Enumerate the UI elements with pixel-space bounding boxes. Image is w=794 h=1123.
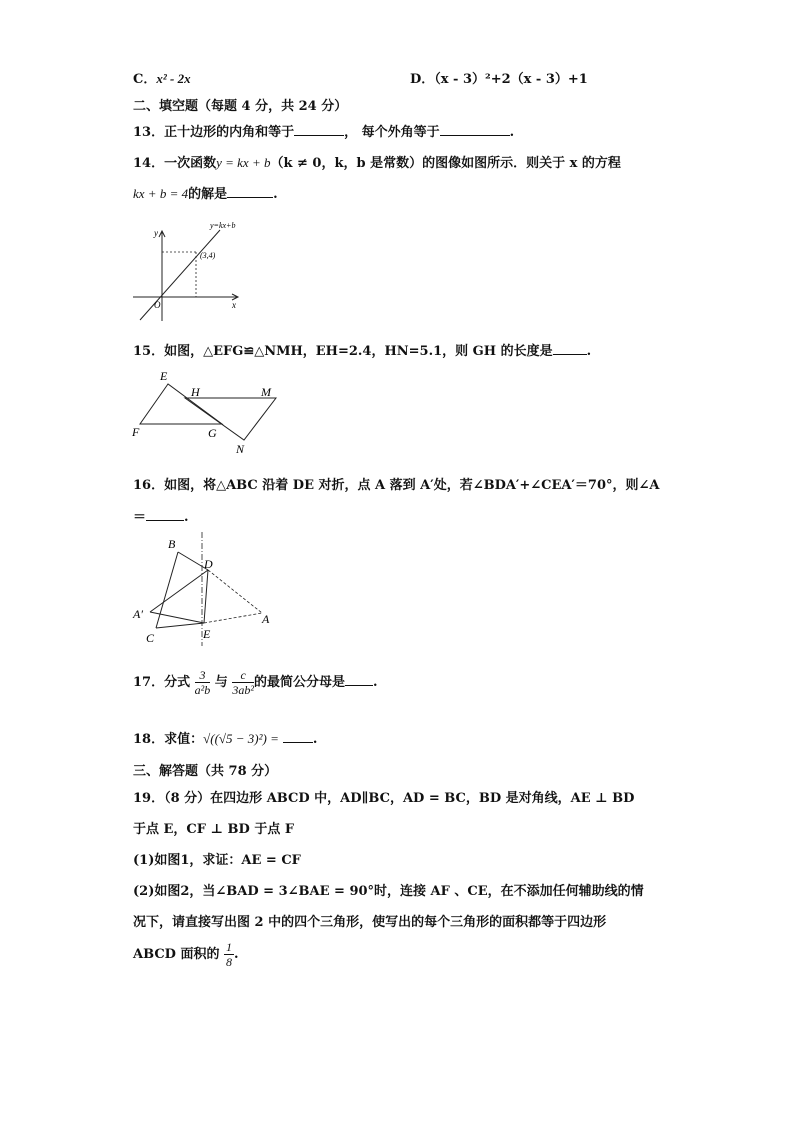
q18-end: . xyxy=(312,732,318,747)
q19-part2b: 况下，请直接写出图 2 中的四个三角形，使写出的每个三角形的面积都等于四边形 xyxy=(133,915,607,930)
question-15 xyxy=(133,340,591,359)
option-d xyxy=(410,68,588,87)
q15-text: 如图，△EFG≌△NMH，EH=2.4，HN=5.1，则 GH 的长度是 xyxy=(164,344,553,359)
q17-fraction-2 xyxy=(232,668,254,697)
q19-part2: (2)如图2，当∠BAD = 3∠BAE = 90°时，连接 AF 、CE，在不添加任何辅助线的情 xyxy=(133,884,644,899)
q14-blank xyxy=(227,185,273,198)
q19-line2: 于点 E，CF ⊥ BD 于点 F xyxy=(133,822,295,837)
option-c xyxy=(133,68,191,87)
origin-label: O xyxy=(154,300,161,310)
q16-text: 如图，将△ABC 沿着 DE 对折，点 A 落到 A′处，若∠BDA′+∠CEA′＝70°，则∠A xyxy=(164,478,660,493)
question-19 xyxy=(133,787,634,806)
triangle-efg xyxy=(140,384,222,424)
q18-text: 求值： xyxy=(164,732,204,747)
question-18 xyxy=(133,728,317,747)
q19-part2c xyxy=(133,940,239,969)
q19-part2c-text: ABCD 面积的 xyxy=(133,947,220,962)
label-a: A xyxy=(262,612,270,626)
q17-end: . xyxy=(372,675,378,690)
option-c-label: C． xyxy=(133,72,157,87)
option-c-text: x² - 2x xyxy=(156,71,191,86)
q16-fold-figure xyxy=(128,530,288,648)
x-axis-label: x xyxy=(232,300,236,310)
question-16-line2 xyxy=(133,506,189,525)
q16-number: 16． xyxy=(133,478,165,493)
q19-part1: (1)如图1，求证：AE = CF xyxy=(133,853,301,868)
q17-frac2-num: c xyxy=(232,668,254,683)
q16-blank xyxy=(146,508,184,521)
segment-da1 xyxy=(150,570,208,612)
q17-frac1-den: a²b xyxy=(194,683,211,697)
q17-frac1-num: 3 xyxy=(195,668,211,683)
q17-frac2-den: 3ab² xyxy=(232,683,254,697)
question-17 xyxy=(133,668,377,697)
section2-title: 二、填空题（每题 4 分，共 24 分） xyxy=(133,99,348,114)
q17-blank xyxy=(345,673,373,686)
q14-equation: kx + b = 4 xyxy=(133,186,189,201)
q17-text-mid: 与 xyxy=(214,675,228,690)
q13-text-a: 正十边形的内角和等于 xyxy=(164,125,295,140)
q14-formula: y = kx + b xyxy=(216,155,271,170)
q14-text-a: 一次函数 xyxy=(164,156,217,171)
label-h: H xyxy=(191,385,200,399)
q19-fraction xyxy=(224,940,234,969)
label-b: B xyxy=(168,537,176,551)
q14-end: . xyxy=(273,187,278,202)
function-line xyxy=(140,230,220,320)
q13-text-b: ， 每个外角等于 xyxy=(344,125,440,140)
question-16 xyxy=(133,474,659,493)
question-13 xyxy=(133,121,514,140)
label-e: E xyxy=(160,369,168,383)
y-axis-label: y xyxy=(154,228,158,238)
q18-number: 18． xyxy=(133,732,165,747)
segment-ea-dashed xyxy=(204,613,262,623)
question-14-line2 xyxy=(133,183,278,202)
line-label: y=kx+b xyxy=(210,221,236,230)
q13-blank-2 xyxy=(440,123,510,136)
q19-line1: （8 分）在四边形 ABCD 中，AD∥BC，AD = BC，BD 是对角线，AE ⊥ BD xyxy=(164,791,635,806)
q17-text-a: 分式 xyxy=(164,675,191,690)
q15-number: 15． xyxy=(133,344,165,359)
segment-ce xyxy=(156,623,204,628)
q18-expression: √((√5 − 3)²) = xyxy=(203,731,279,746)
q16-line2: ＝ xyxy=(133,510,147,525)
label-f: F xyxy=(132,425,140,439)
label-n: N xyxy=(236,442,245,456)
triangle-nmh xyxy=(185,398,276,440)
option-d-text: （x - 3）²+2（x - 3）+1 xyxy=(434,72,588,87)
q18-blank xyxy=(283,730,313,743)
segment-de xyxy=(204,570,208,623)
q13-blank-1 xyxy=(294,123,344,136)
q19-part2c-end: . xyxy=(234,947,239,962)
label-m: M xyxy=(261,385,271,399)
option-d-label: D． xyxy=(410,72,435,87)
q17-fraction-1 xyxy=(195,668,211,697)
question-14 xyxy=(133,152,621,171)
q19-frac-den: 8 xyxy=(226,955,232,969)
q16-end: . xyxy=(184,510,189,525)
q14-graph-figure xyxy=(128,216,258,326)
q19-number: 19． xyxy=(133,791,165,806)
point-label: (3,4) xyxy=(200,251,216,260)
q17-text-b: 的最简公分母是 xyxy=(253,675,345,690)
q15-triangles-figure xyxy=(128,366,288,458)
section3-title: 三、解答题（共 78 分） xyxy=(133,764,278,779)
label-e: E xyxy=(203,627,211,641)
q17-number: 17． xyxy=(133,675,165,690)
q15-blank xyxy=(553,342,587,355)
segment-da-dashed xyxy=(208,570,262,613)
q14-condition: （k ≠ 0，k，b 是常数）的图像如图所示．则关于 x 的方程 xyxy=(270,156,621,171)
q13-end: . xyxy=(509,125,515,140)
q14-number: 14． xyxy=(133,156,165,171)
label-d: D xyxy=(204,557,213,571)
q13-number: 13． xyxy=(133,125,165,140)
q19-frac-num: 1 xyxy=(226,940,232,954)
q15-end: . xyxy=(586,344,592,359)
label-a-prime: A′ xyxy=(133,607,143,621)
q14-text-b: 的解是 xyxy=(188,187,228,202)
label-g: G xyxy=(208,426,217,440)
label-c: C xyxy=(146,631,155,645)
